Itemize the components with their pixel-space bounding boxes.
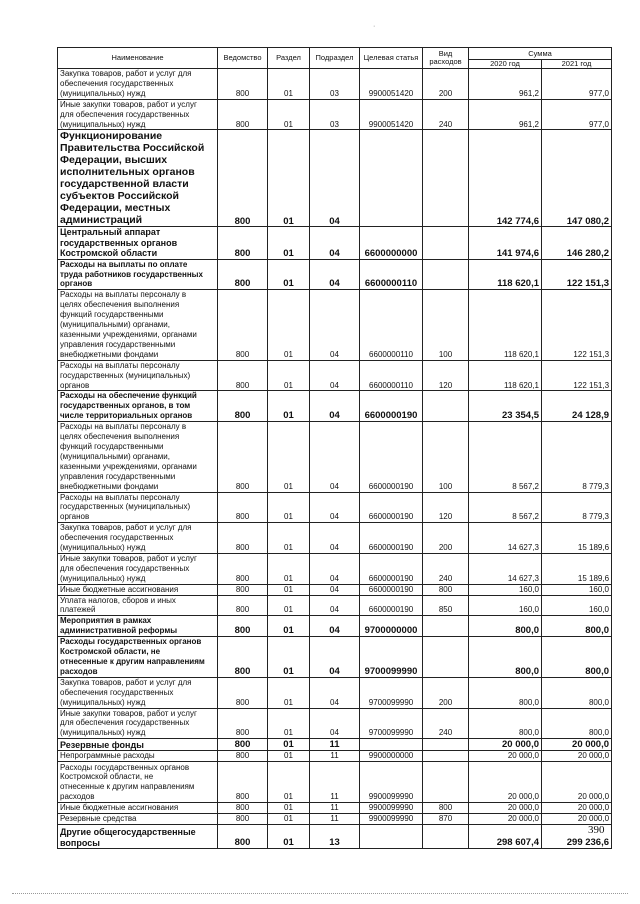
row-name: Расходы на обеспечение функций государственных органов, в том числе территориальных органов [58,391,218,422]
row-podrazdel: 04 [310,259,360,290]
row-podrazdel: 04 [310,290,360,360]
row-vedomstvo: 800 [218,227,268,259]
row-podrazdel: 04 [310,360,360,391]
row-razdel: 01 [268,751,310,762]
row-sum-2020: 118 620,1 [469,259,542,290]
row-sum-2020: 20 000,0 [469,762,542,803]
row-sum-2021: 20 000,0 [542,803,612,814]
page-mark: · [373,23,376,30]
row-target: 6600000190 [360,553,423,584]
row-expense-type: 200 [423,523,469,554]
row-razdel: 01 [268,824,310,848]
row-podrazdel: 04 [310,595,360,616]
row-podrazdel: 11 [310,751,360,762]
row-expense-type [423,391,469,422]
row-podrazdel: 04 [310,227,360,259]
row-sum-2021: 299 236,6 [542,824,612,848]
row-expense-type [423,824,469,848]
row-vedomstvo: 800 [218,523,268,554]
row-sum-2021: 8 779,3 [542,492,612,523]
row-expense-type: 850 [423,595,469,616]
row-name: Расходы государственных органов Костромской области, не отнесенные к другим направлениям расходов [58,762,218,803]
row-razdel: 01 [268,677,310,708]
row-sum-2021: 20 000,0 [542,814,612,825]
row-vedomstvo: 800 [218,553,268,584]
row-podrazdel: 04 [310,616,360,637]
row-razdel: 01 [268,360,310,391]
table-body [58,69,612,849]
row-sum-2021: 800,0 [542,637,612,678]
row-vedomstvo: 800 [218,637,268,678]
row-name: Расходы на выплаты персоналу в целях обеспечения выполнения функций государственными (муниципальными) органами, казенными учреждениями, органами управления государственными внебюджетными фондами [58,422,218,492]
row-vedomstvo: 800 [218,130,268,227]
row-sum-2021: 977,0 [542,99,612,130]
row-podrazdel: 04 [310,553,360,584]
row-expense-type: 100 [423,290,469,360]
row-name: Непрограммные расходы [58,751,218,762]
row-vedomstvo: 800 [218,259,268,290]
row-sum-2020: 20 000,0 [469,739,542,751]
row-sum-2021: 147 080,2 [542,130,612,227]
row-razdel: 01 [268,391,310,422]
row-target: 6600000110 [360,259,423,290]
row-sum-2021: 24 128,9 [542,391,612,422]
row-target: 6600000190 [360,595,423,616]
row-expense-type: 200 [423,677,469,708]
row-sum-2021: 20 000,0 [542,739,612,751]
page-number: 390 [588,824,605,836]
row-vedomstvo: 800 [218,751,268,762]
row-expense-type: 800 [423,803,469,814]
row-sum-2020: 142 774,6 [469,130,542,227]
row-razdel: 01 [268,595,310,616]
row-vedomstvo: 800 [218,595,268,616]
header-expense-type: Вид расходов [423,48,469,69]
row-sum-2021: 122 151,3 [542,360,612,391]
row-sum-2021: 146 280,2 [542,227,612,259]
row-sum-2021: 122 151,3 [542,259,612,290]
row-name: Иные бюджетные ассигнования [58,584,218,595]
row-sum-2020: 800,0 [469,708,542,739]
row-name: Расходы на выплаты персоналу в целях обеспечения выполнения функций государственными (муниципальными) органами, казенными учреждениями, органами управления государственными внебюджетными фондами [58,290,218,360]
row-sum-2020: 961,2 [469,99,542,130]
row-name: Закупка товаров, работ и услуг для обеспечения государственных (муниципальных) нужд [58,677,218,708]
row-razdel: 01 [268,130,310,227]
row-name: Уплата налогов, сборов и иных платежей [58,595,218,616]
row-expense-type: 870 [423,814,469,825]
row-sum-2021: 800,0 [542,616,612,637]
row-razdel: 01 [268,708,310,739]
row-target: 9900051420 [360,99,423,130]
row-sum-2020: 14 627,3 [469,523,542,554]
row-sum-2020: 8 567,2 [469,422,542,492]
row-vedomstvo: 800 [218,391,268,422]
row-vedomstvo: 800 [218,762,268,803]
row-vedomstvo: 800 [218,814,268,825]
row-expense-type: 240 [423,708,469,739]
row-name: Расходы на выплаты персоналу государственных (муниципальных) органов [58,492,218,523]
row-target: 6600000110 [360,290,423,360]
row-sum-2021: 800,0 [542,677,612,708]
row-name: Резервные средства [58,814,218,825]
row-target: 6600000190 [360,584,423,595]
row-expense-type: 120 [423,492,469,523]
row-target: 6600000000 [360,227,423,259]
row-sum-2021: 977,0 [542,69,612,100]
row-sum-2020: 20 000,0 [469,814,542,825]
row-razdel: 01 [268,762,310,803]
row-podrazdel: 03 [310,69,360,100]
row-razdel: 01 [268,69,310,100]
row-expense-type: 800 [423,584,469,595]
header-summa: Сумма [469,48,612,60]
row-podrazdel: 11 [310,762,360,803]
row-target: 6600000190 [360,422,423,492]
row-expense-type [423,751,469,762]
row-razdel: 01 [268,637,310,678]
row-expense-type: 240 [423,99,469,130]
row-target: 9700099990 [360,677,423,708]
row-sum-2020: 20 000,0 [469,803,542,814]
row-razdel: 01 [268,553,310,584]
row-expense-type: 200 [423,69,469,100]
row-razdel: 01 [268,492,310,523]
row-name: Иные бюджетные ассигнования [58,803,218,814]
row-target: 9900099990 [360,814,423,825]
row-podrazdel: 04 [310,584,360,595]
header-year-2021: 2021 год [542,60,612,69]
row-sum-2020: 118 620,1 [469,290,542,360]
row-name: Закупка товаров, работ и услуг для обеспечения государственных (муниципальных) нужд [58,69,218,100]
row-target: 9900099990 [360,803,423,814]
row-vedomstvo: 800 [218,677,268,708]
row-target: 9900000000 [360,751,423,762]
row-podrazdel: 04 [310,492,360,523]
row-podrazdel: 04 [310,637,360,678]
row-razdel: 01 [268,523,310,554]
row-target: 6600000190 [360,391,423,422]
row-vedomstvo: 800 [218,99,268,130]
row-podrazdel: 04 [310,677,360,708]
row-name: Иные закупки товаров, работ и услуг для обеспечения государственных (муниципальных) нужд [58,708,218,739]
row-sum-2020: 23 354,5 [469,391,542,422]
row-target: 9700099990 [360,708,423,739]
row-expense-type [423,227,469,259]
row-name: Иные закупки товаров, работ и услуг для обеспечения государственных (муниципальных) нужд [58,99,218,130]
row-name: Расходы на выплаты по оплате труда работников государственных органов [58,259,218,290]
header-podrazdel: Подраздел [310,48,360,69]
row-razdel: 01 [268,739,310,751]
row-target [360,130,423,227]
row-sum-2020: 8 567,2 [469,492,542,523]
row-vedomstvo: 800 [218,492,268,523]
row-razdel: 01 [268,616,310,637]
table-header [58,48,612,69]
row-razdel: 01 [268,99,310,130]
row-vedomstvo: 800 [218,824,268,848]
row-sum-2020: 298 607,4 [469,824,542,848]
row-sum-2020: 20 000,0 [469,751,542,762]
row-podrazdel: 04 [310,130,360,227]
row-expense-type [423,762,469,803]
row-sum-2020: 141 974,6 [469,227,542,259]
row-razdel: 01 [268,290,310,360]
row-name: Иные закупки товаров, работ и услуг для обеспечения государственных (муниципальных) нужд [58,553,218,584]
row-target: 9700000000 [360,616,423,637]
row-expense-type [423,739,469,751]
row-razdel: 01 [268,422,310,492]
row-sum-2021: 122 151,3 [542,290,612,360]
row-vedomstvo: 800 [218,803,268,814]
row-sum-2020: 800,0 [469,616,542,637]
row-name: Функционирование Правительства Российской Федерации, высших исполнительных органов государственной власти субъектов Российской Федерации, местных администраций [58,130,218,227]
row-target: 6600000190 [360,492,423,523]
row-sum-2020: 118 620,1 [469,360,542,391]
row-sum-2020: 160,0 [469,584,542,595]
row-podrazdel: 04 [310,523,360,554]
row-name: Расходы государственных органов Костромской области, не отнесенные к другим направлениям расходов [58,637,218,678]
row-razdel: 01 [268,227,310,259]
row-expense-type [423,637,469,678]
row-name: Резервные фонды [58,739,218,751]
row-name: Центральный аппарат государственных органов Костромской области [58,227,218,259]
row-vedomstvo: 800 [218,616,268,637]
row-target: 9900051420 [360,69,423,100]
row-name: Расходы на выплаты персоналу государственных (муниципальных) органов [58,360,218,391]
row-expense-type [423,259,469,290]
row-podrazdel: 11 [310,814,360,825]
row-podrazdel: 04 [310,708,360,739]
row-target: 9900099990 [360,762,423,803]
row-sum-2021: 20 000,0 [542,762,612,803]
row-podrazdel: 11 [310,803,360,814]
budget-table [57,47,612,849]
footer-rule [12,893,628,894]
row-name: Другие общегосударственные вопросы [58,824,218,848]
row-vedomstvo: 800 [218,360,268,391]
row-expense-type: 240 [423,553,469,584]
row-vedomstvo: 800 [218,290,268,360]
row-target [360,824,423,848]
row-vedomstvo: 800 [218,69,268,100]
row-target: 9700099990 [360,637,423,678]
row-target: 6600000190 [360,523,423,554]
row-target [360,739,423,751]
row-name: Мероприятия в рамках административной реформы [58,616,218,637]
row-podrazdel: 04 [310,391,360,422]
row-target: 6600000110 [360,360,423,391]
header-vedomstvo: Ведомство [218,48,268,69]
row-vedomstvo: 800 [218,584,268,595]
row-expense-type: 100 [423,422,469,492]
row-razdel: 01 [268,584,310,595]
row-sum-2020: 961,2 [469,69,542,100]
row-expense-type: 120 [423,360,469,391]
row-razdel: 01 [268,803,310,814]
row-sum-2020: 800,0 [469,677,542,708]
row-podrazdel: 03 [310,99,360,130]
row-sum-2021: 8 779,3 [542,422,612,492]
row-sum-2020: 14 627,3 [469,553,542,584]
row-podrazdel: 13 [310,824,360,848]
row-vedomstvo: 800 [218,422,268,492]
row-sum-2021: 800,0 [542,708,612,739]
header-razdel: Раздел [268,48,310,69]
row-vedomstvo: 800 [218,708,268,739]
row-razdel: 01 [268,259,310,290]
row-podrazdel: 11 [310,739,360,751]
row-razdel: 01 [268,814,310,825]
row-sum-2021: 160,0 [542,584,612,595]
row-name: Закупка товаров, работ и услуг для обеспечения государственных (муниципальных) нужд [58,523,218,554]
header-year-2020: 2020 год [469,60,542,69]
row-sum-2020: 800,0 [469,637,542,678]
row-sum-2021: 160,0 [542,595,612,616]
row-vedomstvo: 800 [218,739,268,751]
row-sum-2021: 20 000,0 [542,751,612,762]
header-target-article: Целевая статья [360,48,423,69]
header-name: Наименование [58,48,218,69]
row-podrazdel: 04 [310,422,360,492]
row-expense-type [423,130,469,227]
row-expense-type [423,616,469,637]
row-sum-2021: 15 189,6 [542,523,612,554]
row-sum-2021: 15 189,6 [542,553,612,584]
row-sum-2020: 160,0 [469,595,542,616]
